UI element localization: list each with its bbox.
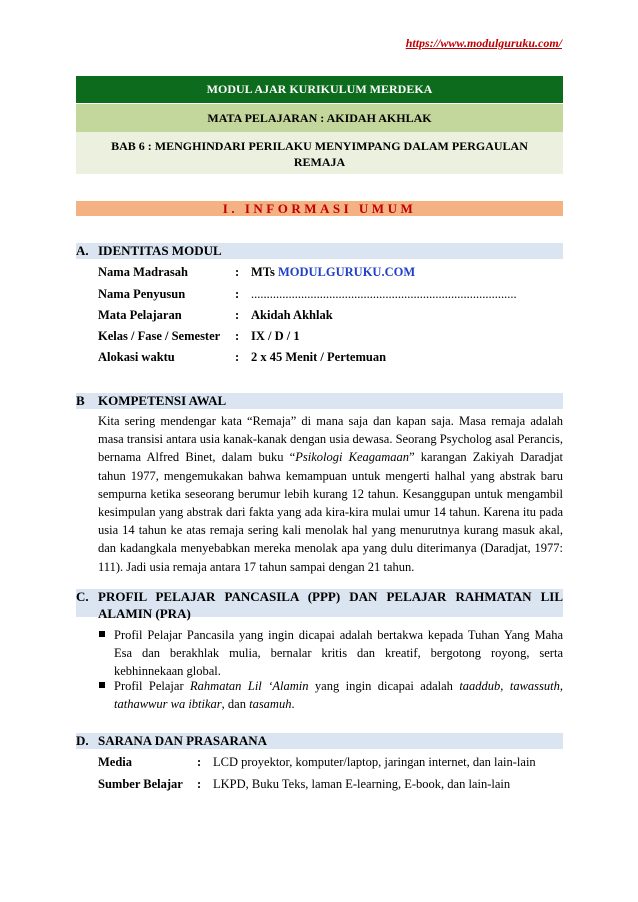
bullet-text: Profil Pelajar Rahmatan Lil ‘Alamin yang ingin dicapai adalah taaddub, tawassuth, tathawwur wa ibtikar, dan tasamuh. xyxy=(114,679,563,712)
identity-value xyxy=(251,265,415,280)
colon: : xyxy=(235,265,240,279)
madrasah-name: MODULGURUKU.COM xyxy=(277,265,416,279)
sarana-value: LKPD, Buku Teks, laman E-learning, E-book, dan lain-lain xyxy=(213,777,511,791)
identity-value: IX / D / 1 xyxy=(251,329,300,343)
colon: : xyxy=(235,308,240,322)
section-a-title: IDENTITAS MODUL xyxy=(98,243,222,258)
paragraph-text: Kita sering mendengar kata “Remaja” di mana saja dan kapan saja. Masa remaja adalah masa transisi antara usia kanak-kanak dengan usia dewasa. Seorang Psycholog asal Perancis, bernama Alfred Binet, dalam buku “ xyxy=(98,414,563,465)
subject-title: MATA PELAJARAN : AKIDAH AKHLAK xyxy=(76,104,563,132)
sarana-value: LCD proyektor, komputer/laptop, jaringan internet, dan lain-lain xyxy=(213,755,536,769)
section-d-title: SARANA DAN PRASARANA xyxy=(98,733,268,748)
colon: : xyxy=(197,777,202,791)
identity-label: Nama Penyusun xyxy=(98,287,186,301)
colon: : xyxy=(197,755,202,769)
sarana-label: Sumber Belajar xyxy=(98,777,183,791)
module-title: MODUL AJAR KURIKULUM MERDEKA xyxy=(76,76,563,103)
bullet-square-icon xyxy=(99,631,105,637)
sarana-label: Media xyxy=(98,755,133,769)
section-b-title: KOMPETENSI AWAL xyxy=(98,393,227,408)
identity-value: Akidah Akhlak xyxy=(251,308,333,322)
section-c-title: PROFIL PELAJAR PANCASILA (PPP) DAN PELAJAR RAHMATAN LIL ALAMIN (PRA) xyxy=(98,589,563,621)
section-c-header xyxy=(76,589,563,621)
section-d-header xyxy=(76,733,563,749)
colon: : xyxy=(235,350,240,364)
info-umum-heading: I. INFORMASI UMUM xyxy=(76,201,563,216)
bullet-text: Profil Pelajar Pancasila yang ingin dicapai adalah bertakwa kepada Tuhan Yang Maha Esa dan berakhlak mulia, bernalar kritis dan kreatif, bergotong royong, serta kebhinnekaan global. xyxy=(114,628,563,679)
identity-value: ..................................................................................... xyxy=(251,287,517,301)
section-b-header xyxy=(76,393,563,409)
list-item xyxy=(114,626,563,681)
section-c-letter: C. xyxy=(76,589,89,604)
value-prefix: MTs xyxy=(251,265,275,279)
chapter-title: BAB 6 : MENGHINDARI PERILAKU MENYIMPANG DALAM PERGAULAN REMAJA xyxy=(76,132,563,174)
paragraph-text: ” karangan Zakiyah Daradjat tahun 1977, mengemukakan bahwa kemampuan untuk mengerti halhal yang abstrak baru sempurna ketika seseorang berumur lebih kurang 12 tahun. Kesanggupan untuk mengambil kesimpulan yang abstrak dari fakta yang ada kira-kira mulai umur 14 tahun. Karena itu pada usia 14 tahun ke atas remaja sering kali menolak hal yang menurutnya kurang masuk akal, dan kadangkala menyebabkan mereka menolak apa yang dulu diterimanya (Daradjat, 1977: 111). Jadi usia remaja antara 17 tahun sampai dengan 21 tahun. xyxy=(98,450,563,574)
section-a-letter: A. xyxy=(76,243,89,258)
identity-label: Mata Pelajaran xyxy=(98,308,182,322)
website-url[interactable]: https://www.modulguruku.com/ xyxy=(405,36,562,50)
list-item xyxy=(114,677,563,713)
book-title: Psikologi Keagamaan xyxy=(295,450,410,465)
identity-label: Kelas / Fase / Semester xyxy=(98,329,221,343)
colon: : xyxy=(235,329,240,343)
section-a-header xyxy=(76,243,563,259)
identity-value: 2 x 45 Menit / Pertemuan xyxy=(251,350,387,364)
kompetensi-awal-paragraph xyxy=(98,412,563,576)
identity-label: Alokasi waktu xyxy=(98,350,175,364)
section-b-letter: B xyxy=(76,393,85,408)
identity-label: Nama Madrasah xyxy=(98,265,188,279)
section-d-letter: D. xyxy=(76,733,89,748)
colon: : xyxy=(235,287,240,301)
bullet-square-icon xyxy=(99,682,105,688)
